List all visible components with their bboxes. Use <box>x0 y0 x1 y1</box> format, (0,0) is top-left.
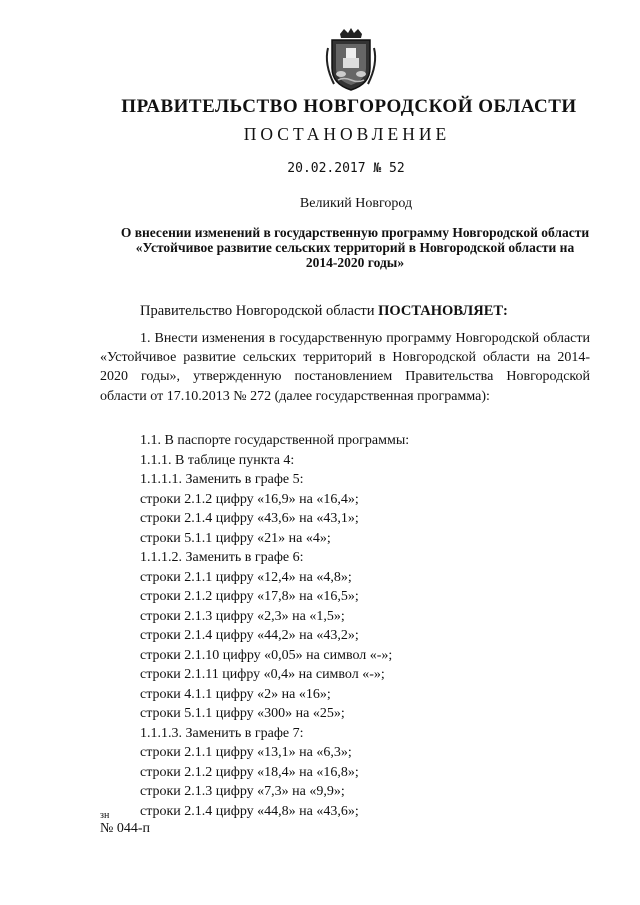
list-item: строки 2.1.2 цифру «16,9» на «16,4»; <box>140 491 359 507</box>
list-item: строки 2.1.11 цифру «0,4» на символ «-»; <box>140 667 385 682</box>
list-item: строки 2.1.1 цифру «13,1» на «6,3»; <box>140 745 352 760</box>
preamble <box>140 303 508 320</box>
list-item: строки 2.1.4 цифру «44,2» на «43,2»; <box>140 628 359 643</box>
document-subject: О внесении изменений в государственную программу Новгородской области «Устойчивое развитие сельских территорий в Новгородской области на 2014-2020 годы» <box>120 225 590 270</box>
list-item: строки 2.1.1 цифру «12,4» на «4,8»; <box>140 569 352 585</box>
list-item: 1.1.1.3. Заменить в графе 7: <box>140 725 304 741</box>
list-item: 1.1. В паспорте государственной программы: <box>140 433 410 448</box>
coat-of-arms-icon <box>322 28 380 92</box>
list-item: строки 2.1.3 цифру «2,3» на «1,5»; <box>140 608 345 624</box>
list-item: строки 2.1.4 цифру «43,6» на «43,1»; <box>140 511 359 526</box>
list-item: строки 5.1.1 цифру «21» на «4»; <box>140 530 331 546</box>
list-item: 1.1.1. В таблице пункта 4: <box>140 452 295 468</box>
list-item: 1.1.1.1. Заменить в графе 5: <box>140 472 304 487</box>
list-item: строки 2.1.10 цифру «0,05» на символ «-»; <box>140 647 393 663</box>
list-item: строки 4.1.1 цифру «2» на «16»; <box>140 686 331 702</box>
footer-document-number: № 044-п <box>100 821 151 836</box>
document-type: ПОСТАНОВЛЕНИЕ <box>243 124 451 144</box>
preamble-text: Правительство Новгородской области <box>140 303 379 319</box>
amendment-list <box>140 431 409 821</box>
date-number: 20.02.2017 № 52 <box>287 161 405 176</box>
list-item: строки 2.1.3 цифру «7,3» на «9,9»; <box>140 784 345 799</box>
list-item: строки 2.1.2 цифру «17,8» на «16,5»; <box>140 589 359 604</box>
paragraph-1 <box>100 329 590 406</box>
paragraph-1-text: 1. Внести изменения в государственную программу Новгородской области «Устойчивое развитие сельских территорий в Новгородской области на 2014-2020 годы», утвержденную постановлением Правительства Новгородской области от 17.10.2013 № 272 (далее государственная программа): <box>100 331 590 404</box>
preamble-bold: ПОСТАНОВЛЯЕТ: <box>378 303 508 319</box>
city: Великий Новгород <box>299 196 413 211</box>
footer-code: зн <box>100 810 110 821</box>
list-item: строки 2.1.4 цифру «44,8» на «43,6»; <box>140 803 359 819</box>
list-item: строки 2.1.2 цифру «18,4» на «16,8»; <box>140 764 359 780</box>
government-title: ПРАВИТЕЛЬСТВО НОВГОРОДСКОЙ ОБЛАСТИ <box>121 96 577 117</box>
list-item: 1.1.1.2. Заменить в графе 6: <box>140 550 304 565</box>
list-item: строки 5.1.1 цифру «300» на «25»; <box>140 706 345 721</box>
